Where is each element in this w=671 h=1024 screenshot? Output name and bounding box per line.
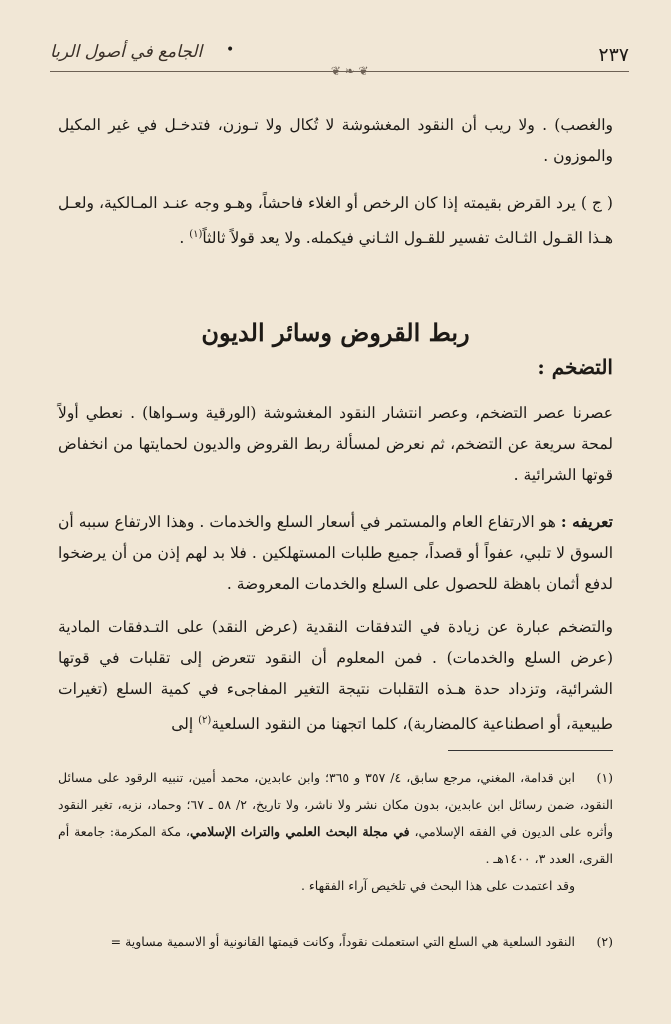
page-number: ٢٣٧ (598, 44, 629, 66)
footnote-1 (58, 764, 613, 899)
paragraph-3 (58, 398, 613, 491)
book-title-logo: الجامع في أصول الربا (50, 42, 203, 62)
footnote-2-continuation: = (110, 934, 122, 949)
footnote-1-number: (١) (596, 770, 614, 785)
section-heading: ربط القروض وسائر الديون (201, 318, 470, 347)
footnote-2-text: النقود السلعية هي السلع التي استعملت نقوداً، وكانت قيمتها القانونية أو الاسمية مساوية (125, 934, 575, 949)
footnote-ref-1[interactable]: (١) (189, 229, 203, 240)
paragraph-1 (58, 110, 613, 172)
footnote-2-number: (٢) (596, 934, 613, 949)
paragraph-5-end: إلى (171, 715, 199, 734)
paragraph-2-end: . (179, 229, 190, 248)
page-header (50, 38, 629, 82)
paragraph-2 (58, 188, 613, 254)
paragraph-5-text: والتضخم عبارة عن زيادة في التدفقات النقدية (عرض النقد) على التـدفقات المادية (عرض السلع والخدمات) . فمن المعلوم أن النقود تتعرض إلى تقلبات في قوتها الشرائية، وتزداد حدة هـذه التقلبات نتيجة التغير المفاجىء في كمية السلع (تغيرات طبيعية، أو اصطناعية كالمضاربة)، كلما اتجهنا من النقود السلعية (58, 618, 613, 734)
footnote-1-text: ابن قدامة، المغني، مرجع سابق، ٤/ ٣٥٧ و ٣٦٥؛ وابن عابدين، محمد أمين، تنبيه الرقود على مسائل النقود، ضمن رسائل ابن عابدين، بدون مكان نشر ولا ناشر، ولا تاريخ، ٢/ ٥٨ ـ ٦٧؛ وحماد، نزيه، تغير النقود وأثره على الديون في الفقه الإسلامي، (58, 770, 614, 839)
paragraph-2-text: يرد القرض بقيمته إذا كان الرخص أو الغلاء فاحشاً، وهـو وجه عنـد المـالكية، ولعـل هـذا القـول الثـالث تفسير للقـول الثـاني فيكمله. ولا يعد قولاً ثالثاً (58, 194, 613, 248)
subsection-heading: التضخم : (537, 355, 613, 379)
header-dot: • (226, 42, 235, 58)
header-ornament: ❦ ❧ ❦ (330, 64, 369, 78)
paragraph-5 (58, 612, 613, 740)
footnote-2 (58, 928, 613, 955)
paragraph-1-text: والغصب) . ولا ريب أن النقود المغشوشة لا تُكال ولا تـوزن، فتدخـل في غير المكيل والموزون . (58, 116, 613, 165)
paragraph-4 (58, 506, 613, 600)
paragraph-3-text: عصرنا عصر التضخم، وعصر انتشار النقود المغشوشة (الورقية وسـواها) . نعطي أولاً لمحة سريعة عن التضخم، ثم نعرض لمسألة ربط القروض والديون لحمايتها من انخفاض قوتها الشرائية . (58, 404, 613, 484)
footnote-1-note: وقد اعتمدت على هذا البحث في تلخيص آراء الفقهاء . (300, 878, 575, 893)
definition-label: تعريفه : (560, 512, 613, 531)
item-marker: ( ج ) (580, 194, 613, 212)
footnote-ref-2[interactable]: (٢) (198, 715, 212, 726)
footnote-1-text-end: ، مكة المكرمة: جامعة أم القرى، العدد ٣، ١٤٠٠هـ . (58, 824, 613, 866)
paragraph-4-text: هو الارتفاع العام والمستمر في أسعار السلع والخدمات . وهذا الارتفاع سببه أن السوق لا تلبي، عفواً أو قصداً، جميع طلبات المستهلكين . فلا بد لهم إذن من أن يرضخوا لدفع أثمان باهظة للحصول على السلع والخدمات المعروضة . (58, 513, 613, 593)
footnote-1-journal: في مجلة البحث العلمي والتراث الإسلامي (189, 824, 410, 839)
footnote-rule (448, 750, 613, 751)
